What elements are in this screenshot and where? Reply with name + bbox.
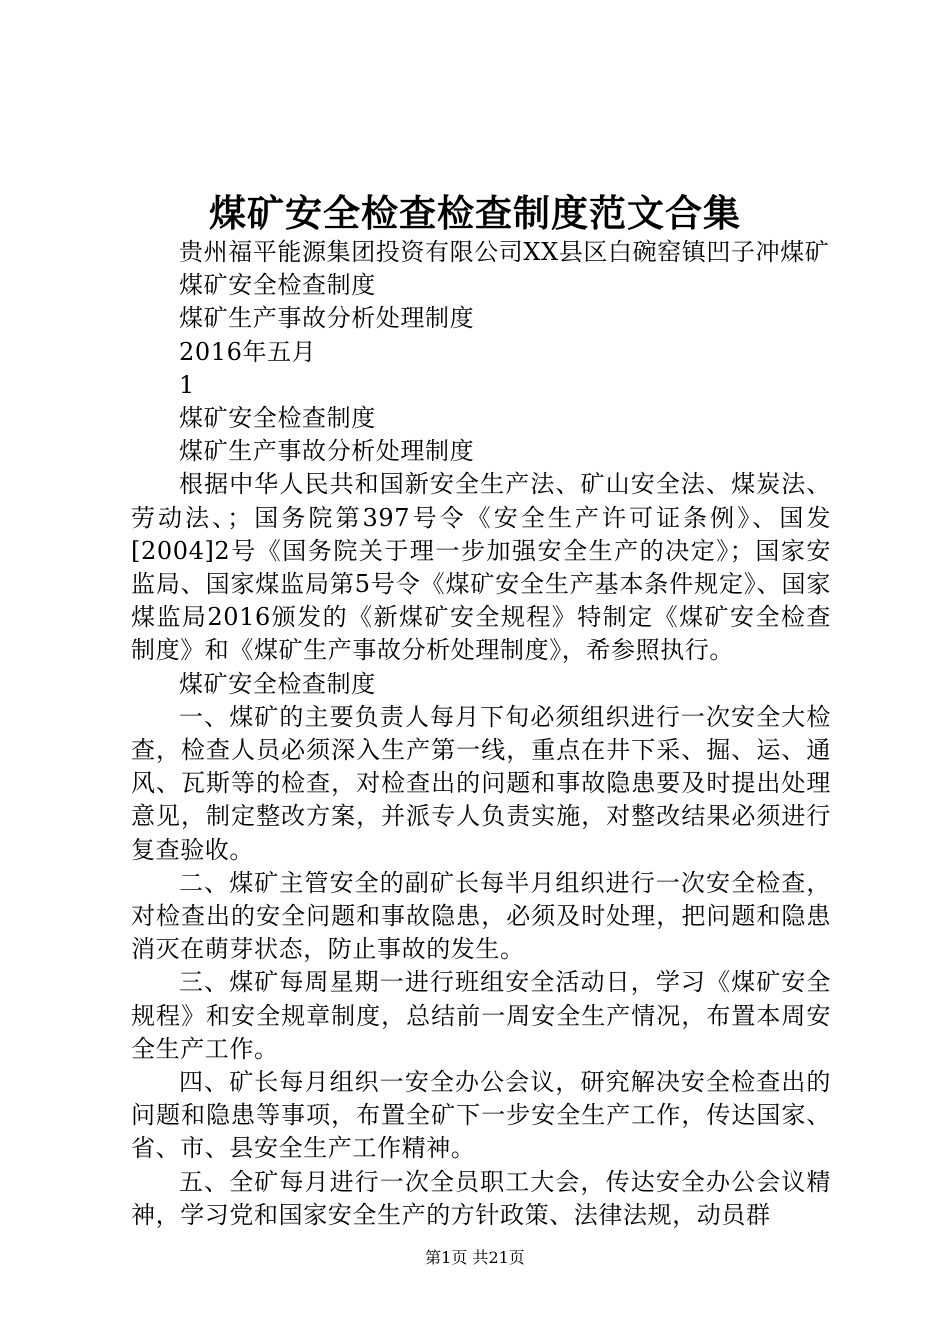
document-title: 煤矿安全检查检查制度范文合集 <box>209 191 741 235</box>
paragraph-item: 煤矿安全检查制度 <box>179 404 376 433</box>
paragraph-date: 2016年五月 <box>179 337 317 366</box>
page-footer: 第1页 共21页 <box>425 1248 525 1267</box>
paragraph-number: 1 <box>179 370 195 399</box>
paragraph-rule-4: 四、矿长每月组织一安全办公会议，研究解决安全检查出的问题和隐患等事项，布置全矿下一步安全生产工作，传达国家、省、市、县安全生产工作精神。 <box>131 1068 831 1163</box>
paragraph-rule-5: 五、全矿每月进行一次全员职工大会，传达安全办公会议精神，学习党和国家安全生产的方针政策、法律法规，动员群 <box>131 1167 831 1229</box>
paragraph-preamble: 根据中华人民共和国新安全生产法、矿山安全法、煤炭法、劳动法、；国务院第397号令《安全生产许可证条例》、国发[2004]2号《国务院关于理一步加强安全生产的决定》；国家安监局、国家煤监局第5号令《煤矿安全生产基本条件规定》、国家煤监局2016颁发的《新煤矿安全规程》特制定《煤矿安全检查制度》和《煤矿生产事故分析处理制度》，希参照执行。 <box>131 470 831 665</box>
paragraph-company: 贵州福平能源集团投资有限公司XX县区白碗窑镇凹子冲煤矿 <box>179 238 830 266</box>
paragraph-item: 煤矿生产事故分析处理制度 <box>179 437 475 466</box>
section-heading: 煤矿安全检查制度 <box>179 669 376 698</box>
document-body <box>131 236 831 1232</box>
paragraph-rule-2: 二、煤矿主管安全的副矿长每半月组织进行一次安全检查，对检查出的安全问题和事故隐患，必须及时处理，把问题和隐患消灭在萌芽状态，防止事故的发生。 <box>131 868 831 964</box>
paragraph-item: 煤矿生产事故分析处理制度 <box>179 304 475 333</box>
paragraph-rule-3: 三、煤矿每周星期一进行班组安全活动日，学习《煤矿安全规程》和安全规章制度，总结前一周安全生产情况，布置本周安全生产工作。 <box>131 968 831 1063</box>
paragraph-item: 煤矿安全检查制度 <box>179 271 376 300</box>
paragraph-rule-1: 一、煤矿的主要负责人每月下旬必须组织进行一次安全大检查，检查人员必须深入生产第一线，重点在井下采、掘、运、通风、瓦斯等的检查，对检查出的问题和事故隐患要及时提出处理意见，制定整改方案，并派专人负责实施，对整改结果必须进行复查验收。 <box>131 702 831 864</box>
